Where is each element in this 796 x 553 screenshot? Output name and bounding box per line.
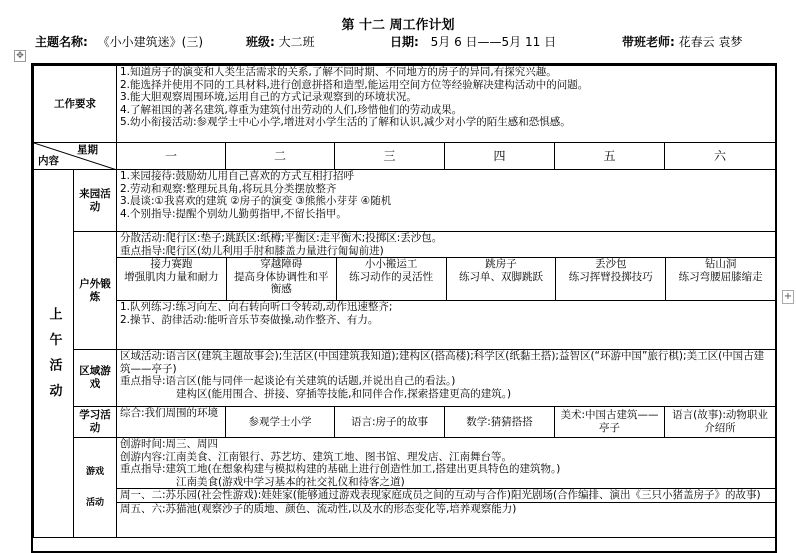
game-name: 小小搬运工 — [364, 258, 418, 271]
day-header-sat: 六 — [665, 143, 776, 170]
week-header-row — [34, 143, 776, 170]
learning-fri: 美术:中国古建筑——亭子 — [555, 407, 665, 438]
outdoor-game — [227, 258, 337, 300]
day-header-wed: 三 — [335, 143, 445, 170]
outdoor-label: 户外锻炼 — [74, 232, 117, 350]
game-name: 丢沙包 — [595, 258, 627, 271]
learning-label: 学习活动 — [74, 407, 117, 438]
day-header-mon: 一 — [117, 143, 226, 170]
requirement-item: 4.了解祖国的著名建筑,尊重为建筑付出劳动的人们,珍惜他们的劳动成果。 — [120, 103, 463, 116]
games-label-top: 游戏 — [85, 466, 104, 477]
corner-content-label: 内容 — [38, 155, 59, 168]
requirement-item: 3.能大胆观察周围环境,运用自己的方式记录观察到的环境状况。 — [120, 91, 417, 104]
theme-label: 主题名称: — [35, 35, 88, 49]
theme-info — [35, 33, 203, 50]
arrival-item: 1.来园接待:鼓励幼儿用自己喜欢的方式互相打招呼 — [120, 170, 355, 182]
games-content — [117, 438, 776, 538]
outdoor-content — [117, 232, 776, 350]
add-column-handle-icon[interactable]: + — [783, 291, 793, 302]
learning-sat: 语言(故事):动物职业介绍所 — [665, 407, 776, 438]
requirement-item: 2.能选择并使用不同的工具材料,进行创意拼搭和造型,能运用空间方位等经验解决建构活动中的问题。 — [120, 78, 589, 91]
requirement-item: 5.幼小衔接活动:参观学士中心小学,增进对小学生活的了解和认识,减少对小学的陌生感和恐惧感。 — [120, 116, 571, 129]
outdoor-extra: 2.操节、韵律活动:能听音乐节奏做操,动作整齐、有力。 — [120, 313, 379, 326]
class-label: 班级: — [246, 35, 275, 49]
outdoor-game — [556, 258, 666, 300]
class-info — [246, 33, 315, 50]
area-games-row — [34, 350, 776, 407]
day-header-fri: 五 — [555, 143, 665, 170]
game-goal: 提高身体协调性和平衡感 — [234, 270, 329, 296]
outdoor-extra: 1.队列练习:练习向左、向右转向听口令转动,动作迅速整齐; — [120, 301, 393, 314]
games-line: 江南美食(游戏中学习基本的社交礼仪和待客之道) — [176, 475, 405, 488]
game-name: 跳房子 — [485, 258, 517, 271]
outdoor-game — [337, 258, 447, 300]
games-line: 创游时间:周三、周四 — [120, 438, 219, 450]
table-move-handle-icon[interactable]: ✥ — [14, 50, 26, 62]
games-row — [34, 438, 776, 538]
day-header-tue: 二 — [226, 143, 335, 170]
class-value: 大二班 — [278, 35, 315, 49]
outdoor-game — [666, 258, 775, 300]
morning-activities-label — [34, 170, 74, 538]
learning-row — [34, 407, 776, 438]
requirement-item: 1.知道房子的演变和人类生活需求的关系,了解不同时期、不同地方的房子的异同,有探究兴趣。 — [120, 66, 557, 78]
teacher-value: 花春云 袁梦 — [678, 35, 743, 49]
game-goal: 练习单、双脚跳跃 — [458, 270, 543, 283]
morning-label-text: 上 午 活 动 — [46, 306, 62, 401]
arrival-label: 来园活动 — [74, 170, 117, 232]
learning-thu: 数学:猜猜搭搭 — [445, 407, 555, 438]
outdoor-game — [117, 258, 227, 300]
work-requirements-content — [117, 66, 776, 143]
date-info — [390, 33, 556, 50]
teacher-label: 带班老师: — [622, 35, 675, 49]
area-games-label: 区域游戏 — [74, 350, 117, 407]
game-name: 穿越障碍 — [260, 258, 303, 271]
games-label-bottom: 活动 — [85, 497, 104, 508]
theme-value: 《小小建筑迷》(三) — [97, 35, 204, 49]
game-goal: 练习动作的灵活性 — [349, 270, 434, 283]
game-name: 钻山洞 — [704, 258, 737, 271]
game-goal: 增强肌肉力量和耐力 — [124, 270, 219, 283]
area-focus: 重点指导:语言区(能与同伴一起谈论有关建筑的话题,并说出自己的看法。) — [120, 375, 456, 388]
weekly-plan-table — [33, 65, 776, 538]
area-zones: 区域活动:语言区(建筑主题故事会);生活区(中国建筑我知道);建构区(搭高楼);科学区(纸黏土搭);益智区(“环游中国”旅行棋);美工区(中国古建筑——亭子) — [120, 350, 765, 375]
outdoor-games-strip — [117, 257, 775, 301]
week-header-corner — [34, 143, 117, 170]
learning-wed: 语言:房子的故事 — [335, 407, 445, 438]
area-games-content — [117, 350, 776, 407]
learning-tue: 参观学士小学 — [226, 407, 335, 438]
games-line: 周五、六:苏猫池(观察沙子的质地、颜色、流动性,以及水的形态变化等,培养观察能力) — [117, 502, 775, 516]
arrival-item: 4.个别指导:提醒个别幼儿勤剪指甲,不留长指甲。 — [120, 207, 347, 220]
game-goal: 练习挥臂投掷技巧 — [568, 270, 653, 283]
game-name: 接力赛跑 — [150, 258, 193, 271]
arrival-item: 3.晨谈:①我喜欢的建筑 ②房子的演变 ③熊熊小芽芽 ④随机 — [120, 195, 392, 208]
learning-mon: 综合:我们周围的环境 — [117, 407, 226, 438]
outdoor-zones: 分散活动:爬行区:垫子;跳跃区:纸樽;平衡区:走平衡木;投掷区:丢沙包。 — [120, 232, 443, 244]
outdoor-row — [34, 232, 776, 350]
outdoor-game — [447, 258, 557, 300]
arrival-item: 2.劳动和观察:整理玩具角,将玩具分类摆放整齐 — [120, 182, 337, 195]
games-label — [74, 438, 117, 538]
page-title: 第 十二 周工作计划 — [341, 18, 455, 33]
games-line: 重点指导:建筑工地(在想象构建与模拟构建的基础上进行创造性加工,搭建出更具特色的建筑物。) — [120, 463, 561, 476]
work-requirements-row — [34, 66, 776, 143]
games-line: 创游内容:江南美食、江南银行、苏艺坊、建筑工地、图书馆、理发店、江南舞台等。 — [120, 450, 513, 463]
work-requirements-label: 工作要求 — [34, 66, 117, 143]
date-label: 日期: — [390, 35, 419, 49]
arrival-content — [117, 170, 776, 232]
date-value: 5月 6 日——5月 11 日 — [430, 35, 557, 49]
area-focus: 建构区(能用围合、拼接、穿插等技能,和同伴合作,探索搭建更高的建筑。) — [176, 387, 512, 400]
games-line: 周一、二:苏乐园(社会性游戏):娃娃家(能够通过游戏表现家庭成员之间的互动与合作)阳光剧场(合作编排、演出《三只小猪盖房子》的故事) — [117, 488, 775, 502]
corner-weekday-label: 星期 — [77, 144, 98, 156]
outdoor-focus: 重点指导:爬行区(幼儿利用手肘和膝盖力量进行匍匐前进) — [120, 244, 384, 257]
arrival-row — [34, 170, 776, 232]
teacher-info — [622, 33, 742, 50]
day-header-thu: 四 — [445, 143, 555, 170]
game-goal: 练习弯腰屈膝缩走 — [678, 270, 763, 283]
